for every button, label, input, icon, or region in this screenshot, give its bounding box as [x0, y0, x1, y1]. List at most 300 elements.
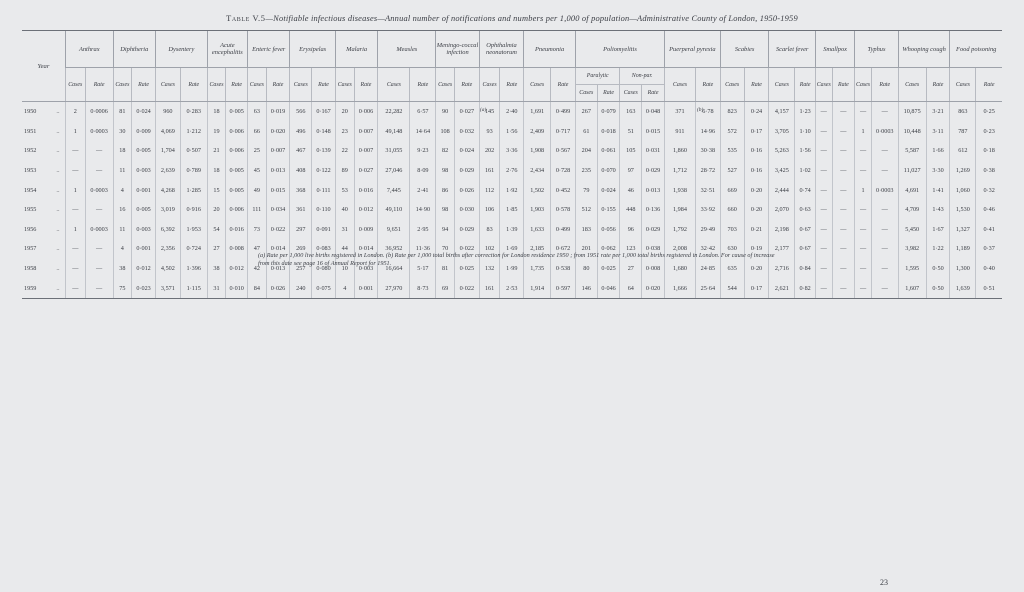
table-cell: 0·001 [354, 278, 378, 298]
table-cell: 25·64 [695, 278, 720, 298]
table-cell: 0·031 [642, 141, 665, 161]
table-cell: — [871, 200, 898, 220]
table-cell: 911 [664, 122, 695, 142]
table-cell: 8·73 [410, 278, 436, 298]
table-cell: 14·64 [410, 122, 436, 142]
table-cell: 1,269 [950, 161, 976, 181]
row-year: 1956 [24, 225, 37, 233]
table-cell: 2,434 [524, 161, 551, 181]
row-year: 1951 [24, 127, 37, 135]
table-cell: 0·026 [266, 278, 290, 298]
table-title-text: —Notifiable infectious diseases—Annual number of notifications and numbers per 1,000 of population—Administrative County of London, 1950-1959 [265, 14, 798, 23]
header-disease: Scabies [720, 31, 769, 68]
table-cell: 1·115 [180, 278, 207, 298]
table-cell: 269 [290, 239, 312, 259]
table-cell: 2,356 [155, 239, 180, 259]
table-cell: 1,327 [950, 220, 976, 240]
table-cell: — [815, 220, 832, 240]
header-cases: Cases [65, 68, 85, 102]
header-rate: Rate [832, 68, 855, 102]
table-cell: 0·010 [226, 278, 248, 298]
table-cell: 0·916 [180, 200, 207, 220]
table-cell: 1,792 [664, 220, 695, 240]
table-cell: 0·025 [454, 259, 479, 279]
table-cell: 0·84 [795, 259, 816, 279]
table-cell: 89 [335, 161, 354, 181]
table-cell: 1 [65, 180, 85, 200]
header-cases: Cases [855, 68, 872, 102]
header-cases: Cases [207, 68, 226, 102]
table-cell: 1·66 [926, 141, 950, 161]
table-cell: 45 [248, 161, 267, 181]
table-cell: 1·02 [795, 161, 816, 181]
row-leader-dots: .. [56, 108, 60, 116]
table-cell: 408 [290, 161, 312, 181]
table-cell: 0·016 [354, 180, 378, 200]
header-rate: Rate [500, 68, 524, 102]
table-row [22, 180, 1002, 200]
table-label: Table V.5 [226, 14, 266, 23]
table-cell: 0·0003 [871, 180, 898, 200]
table-cell: 0·008 [226, 239, 248, 259]
table-cell: — [832, 259, 855, 279]
table-cell: 257 [290, 259, 312, 279]
row-leader-dots: .. [56, 265, 60, 273]
table-cell: 2 [65, 102, 85, 122]
header-cases: Cases [479, 68, 500, 102]
table-cell: 0·062 [597, 239, 620, 259]
table-cell: 33·92 [695, 200, 720, 220]
table-cell: 1·43 [926, 200, 950, 220]
table-cell: 3,705 [769, 122, 795, 142]
table-cell: 6,392 [155, 220, 180, 240]
table-cell: 49,110 [378, 200, 410, 220]
table-cell: 0·075 [312, 278, 336, 298]
table-cell: 1·10 [795, 122, 816, 142]
table-cell: 79 [575, 180, 597, 200]
table-cell: 0·0003 [85, 220, 113, 240]
table-cell: 61 [575, 122, 597, 142]
table-cell: 0·009 [132, 122, 156, 142]
table-cell: 535 [720, 141, 744, 161]
table-cell: 0·155 [597, 200, 620, 220]
table-row [22, 200, 1002, 220]
table-cell: 0·24 [744, 102, 769, 122]
table-cell: 161 [479, 161, 500, 181]
table-cell: 0·20 [744, 180, 769, 200]
table-cell: 31,055 [378, 141, 410, 161]
table-cell: 0·005 [132, 200, 156, 220]
header-cases: Cases [378, 68, 410, 102]
table-cell: 1,712 [664, 161, 695, 181]
table-cell: 53 [335, 180, 354, 200]
table-cell: 0·029 [454, 161, 479, 181]
table-cell: 69 [436, 278, 455, 298]
table-cell: 30·38 [695, 141, 720, 161]
table-cell: 31 [335, 220, 354, 240]
table-cell: 0·015 [642, 122, 665, 142]
table-cell: 0·21 [744, 220, 769, 240]
table-cell: — [85, 278, 113, 298]
table-cell: 0·019 [266, 102, 290, 122]
table-cell: 1 [65, 122, 85, 142]
table-cell: 161 [479, 278, 500, 298]
header-polio-sub: Non-par. [620, 68, 665, 85]
table-cell: 2·41 [410, 180, 436, 200]
header-disease: Diphtheria [113, 31, 155, 68]
table-cell: 22 [335, 141, 354, 161]
footnote: (a) Rate per 1,000 live births registered in London. (b) Rate per 1,000 total births after correction for London residence 1950 ; from 1951 rate per 1,000 total births registered in London. For cause of increase from this date see page 16 of Annual Report for 1951. [258, 252, 775, 267]
header-rate: Rate [132, 68, 156, 102]
table-cell: 24·85 [695, 259, 720, 279]
table-row [22, 161, 1002, 181]
table-cell: 0·006 [226, 122, 248, 142]
table-cell: 1·41 [926, 180, 950, 200]
table-cell: — [85, 259, 113, 279]
table-cell: 2·95 [410, 220, 436, 240]
table-cell: — [65, 200, 85, 220]
table-cell: 1,666 [664, 278, 695, 298]
table-cell: 2,409 [524, 122, 551, 142]
table-cell: 0·079 [597, 102, 620, 122]
table-cell: 30 [113, 122, 132, 142]
header-rate: Rate [312, 68, 336, 102]
header-cases: Cases [898, 68, 926, 102]
table-cell: 0·013 [266, 161, 290, 181]
table-cell: 0·50 [926, 278, 950, 298]
table-cell: — [815, 122, 832, 142]
table-cell: 0·013 [266, 259, 290, 279]
row-leader-dots: .. [51, 278, 66, 298]
table-cell: 0·19 [744, 239, 769, 259]
table-cell: 1·92 [500, 180, 524, 200]
row-year: 1950 [24, 108, 37, 116]
table-cell: 40 [335, 200, 354, 220]
table-cell: 93 [479, 122, 500, 142]
table-cell: 0·538 [551, 259, 576, 279]
table-cell: 1,984 [664, 200, 695, 220]
header-disease: Acute encephalitis [207, 31, 247, 68]
table-cell: — [65, 161, 85, 181]
table-cell: 361 [290, 200, 312, 220]
table-cell: 0·007 [266, 141, 290, 161]
table-cell: 0·080 [312, 259, 336, 279]
table-cell: 27 [207, 239, 226, 259]
header-rate: Rate [266, 68, 290, 102]
table-cell: 5,587 [898, 141, 926, 161]
table-cell: — [65, 141, 85, 161]
table-cell: 1,530 [950, 200, 976, 220]
table-cell: 1·39 [500, 220, 524, 240]
table-cell: 5,263 [769, 141, 795, 161]
table-cell: 70 [436, 239, 455, 259]
table-cell: 14·90 [410, 200, 436, 220]
table-row [22, 278, 1002, 298]
row-year: 1958 [24, 265, 37, 273]
table-cell: — [855, 141, 872, 161]
table-cell: 1,300 [950, 259, 976, 279]
table-cell: — [65, 239, 85, 259]
table-cell: 787 [950, 122, 976, 142]
table-cell: 0·034 [266, 200, 290, 220]
table-cell: 0·027 [354, 161, 378, 181]
header-disease: Pneumonia [524, 31, 576, 68]
row-leader-dots: .. [56, 147, 60, 155]
table-cell: — [871, 220, 898, 240]
table-cell: 0·048 [642, 102, 665, 122]
table-cell: — [832, 102, 855, 122]
table-cell: 0·32 [976, 180, 1002, 200]
table-cell: 0·17 [744, 122, 769, 142]
table-cell: — [855, 278, 872, 298]
table-cell: — [855, 239, 872, 259]
table-cell: — [871, 259, 898, 279]
table-cell: 1·23 [795, 102, 816, 122]
table-cell: 75 [113, 278, 132, 298]
table-cell: 371 [664, 102, 695, 122]
header-rate: Rate [354, 68, 378, 102]
table-cell: 7,445 [378, 180, 410, 200]
table-cell: 0·018 [597, 122, 620, 142]
table-cell: 4,709 [898, 200, 926, 220]
table-cell: 0·020 [266, 122, 290, 142]
table-cell: 4 [335, 278, 354, 298]
header-cases: Cases [815, 68, 832, 102]
table-cell: 0·020 [642, 278, 665, 298]
table-cell: 0·110 [312, 200, 336, 220]
table-cell: — [832, 239, 855, 259]
table-cell: 29·49 [695, 220, 720, 240]
header-cases: Cases [248, 68, 267, 102]
header-disease: Whooping cough [898, 31, 950, 68]
table-cell: 32·51 [695, 180, 720, 200]
table-cell: 1,860 [664, 141, 695, 161]
header-rate: Rate [795, 68, 816, 102]
table-cell: 0·728 [551, 161, 576, 181]
row-year: 1954 [24, 186, 37, 194]
table-cell: 0·038 [642, 239, 665, 259]
row-leader-dots: .. [56, 127, 60, 135]
header-rate: Rate [454, 68, 479, 102]
table-cell: 0·070 [597, 161, 620, 181]
table-cell: 0·007 [354, 141, 378, 161]
table-cell: 31 [207, 278, 226, 298]
table-cell: 0·061 [597, 141, 620, 161]
table-cell: 38 [113, 259, 132, 279]
header-disease: Erysipelas [290, 31, 336, 68]
table-cell: 1,704 [155, 141, 180, 161]
header-rate: Rate [642, 85, 665, 102]
table-cell: 0·23 [976, 122, 1002, 142]
table-cell: 49 [248, 180, 267, 200]
table-cell: 18 [207, 161, 226, 181]
table-cell: 0·51 [976, 278, 1002, 298]
header-cases: Cases [664, 68, 695, 102]
table-cell: 1·285 [180, 180, 207, 200]
table-cell: 0·023 [132, 278, 156, 298]
header-disease: Poliomyelitis [575, 31, 664, 68]
table-cell: 98 [436, 200, 455, 220]
table-cell: — [871, 239, 898, 259]
table-cell: 0·167 [312, 102, 336, 122]
table-cell: — [815, 102, 832, 122]
table-cell: 6·78 [695, 102, 720, 122]
table-title [0, 14, 1024, 23]
header-cases: Cases [769, 68, 795, 102]
header-disease: Malaria [335, 31, 377, 68]
table-cell: 1,691 [524, 102, 551, 122]
table-cell: 15 [207, 180, 226, 200]
table-cell: — [871, 102, 898, 122]
table-cell: — [832, 278, 855, 298]
table-cell: 111 [248, 200, 267, 220]
header-cases: Cases [575, 85, 597, 102]
table-cell: 630 [720, 239, 744, 259]
table-cell: 0·672 [551, 239, 576, 259]
table-cell: 0·16 [744, 161, 769, 181]
header-disease: Smallpox [815, 31, 854, 68]
table-cell: 3·30 [926, 161, 950, 181]
table-cell: 18 [113, 141, 132, 161]
table-cell: 5,450 [898, 220, 926, 240]
table-cell: 0·024 [454, 141, 479, 161]
table-cell: 163 [620, 102, 642, 122]
table-cell: 0·136 [642, 200, 665, 220]
table-cell: 90 [436, 102, 455, 122]
table-cell: 0·030 [454, 200, 479, 220]
table-cell: 0·029 [642, 220, 665, 240]
table-cell: 703 [720, 220, 744, 240]
table-cell: 0·022 [454, 278, 479, 298]
table-cell: 1,639 [950, 278, 976, 298]
table-row [22, 122, 1002, 142]
table-cell: 1 [855, 122, 872, 142]
table-cell: 0·009 [354, 220, 378, 240]
table-cell: 1·953 [180, 220, 207, 240]
table-cell: 20 [335, 102, 354, 122]
table-cell: 1·22 [926, 239, 950, 259]
table-cell: 635 [720, 259, 744, 279]
table-cell: 49,148 [378, 122, 410, 142]
table-row [22, 102, 1002, 122]
table-cell: 28·72 [695, 161, 720, 181]
table-cell: 0·452 [551, 180, 576, 200]
table-cell: 1·69 [500, 239, 524, 259]
header-cases: Cases [436, 68, 455, 102]
table-cell: 0·001 [132, 239, 156, 259]
table-cell: 86 [436, 180, 455, 200]
table-cell: 512 [575, 200, 597, 220]
table-cell: 1 [855, 180, 872, 200]
table-cell: — [855, 161, 872, 181]
table-cell: 0·012 [354, 200, 378, 220]
table-cell: 544 [720, 278, 744, 298]
header-disease: Measles [378, 31, 436, 68]
table-cell: — [871, 141, 898, 161]
table-cell: 4,157 [769, 102, 795, 122]
table-cell: 0·032 [454, 122, 479, 142]
table-cell: 0·46 [976, 200, 1002, 220]
header-disease: Enteric fever [248, 31, 290, 68]
note-a-marker: (a) [480, 107, 487, 113]
table-cell: 0·001 [132, 180, 156, 200]
table-cell: 16 [113, 200, 132, 220]
table-cell: 10,448 [898, 122, 926, 142]
table-cell: 4,069 [155, 122, 180, 142]
header-disease: Meningo-coccal infection [436, 31, 479, 68]
table-cell: 4 [113, 180, 132, 200]
table-cell: 1,607 [898, 278, 926, 298]
table-cell: 2,621 [769, 278, 795, 298]
table-cell: 1,595 [898, 259, 926, 279]
table-cell: 0·016 [226, 220, 248, 240]
table-cell: — [815, 259, 832, 279]
table-cell: — [65, 278, 85, 298]
table-cell: 1·56 [500, 122, 524, 142]
table-cell: 84 [248, 278, 267, 298]
table-cell: 0·717 [551, 122, 576, 142]
table-cell: 4 [113, 239, 132, 259]
table-cell: 36,952 [378, 239, 410, 259]
table-cell: 0·022 [266, 220, 290, 240]
row-leader-dots: .. [56, 206, 60, 214]
table-cell: — [871, 161, 898, 181]
header-disease: Anthrax [65, 31, 113, 68]
table-cell: 1,908 [524, 141, 551, 161]
table-cell: 0·012 [132, 259, 156, 279]
table-cell: 1,060 [950, 180, 976, 200]
table-cell: — [832, 220, 855, 240]
table-cell: 27 [620, 259, 642, 279]
row-year: 1955 [24, 206, 37, 214]
table-cell: — [855, 200, 872, 220]
header-rate: Rate [871, 68, 898, 102]
table-cell: 235 [575, 161, 597, 181]
table-cell: 80 [575, 259, 597, 279]
table-cell: 1,938 [664, 180, 695, 200]
table-cell: 448 [620, 200, 642, 220]
header-rate: Rate [744, 68, 769, 102]
table-cell: 0·006 [226, 200, 248, 220]
table-cell: 44 [335, 239, 354, 259]
table-cell: 1,914 [524, 278, 551, 298]
table-cell: 1,735 [524, 259, 551, 279]
table-cell: 102 [479, 239, 500, 259]
table-cell: — [855, 220, 872, 240]
table-cell: — [855, 259, 872, 279]
header-cases: Cases [950, 68, 976, 102]
table-cell: 0·507 [180, 141, 207, 161]
table-cell: 0·029 [642, 161, 665, 181]
table-cell: 2·76 [500, 161, 524, 181]
table-cell: 0·41 [976, 220, 1002, 240]
table-cell: 0·20 [744, 200, 769, 220]
table-cell: 42 [248, 259, 267, 279]
table-cell: 0·091 [312, 220, 336, 240]
table-cell: 0·003 [132, 161, 156, 181]
table-cell: — [815, 141, 832, 161]
table-cell: 9,651 [378, 220, 410, 240]
header-rate: Rate [926, 68, 950, 102]
header-cases: Cases [113, 68, 132, 102]
row-year: 1953 [24, 167, 37, 175]
table-cell: 0·012 [226, 259, 248, 279]
table-cell: 54 [207, 220, 226, 240]
table-cell: 0·63 [795, 200, 816, 220]
table-cell: 0·37 [976, 239, 1002, 259]
table-cell: 0·499 [551, 220, 576, 240]
table-cell: 2,716 [769, 259, 795, 279]
